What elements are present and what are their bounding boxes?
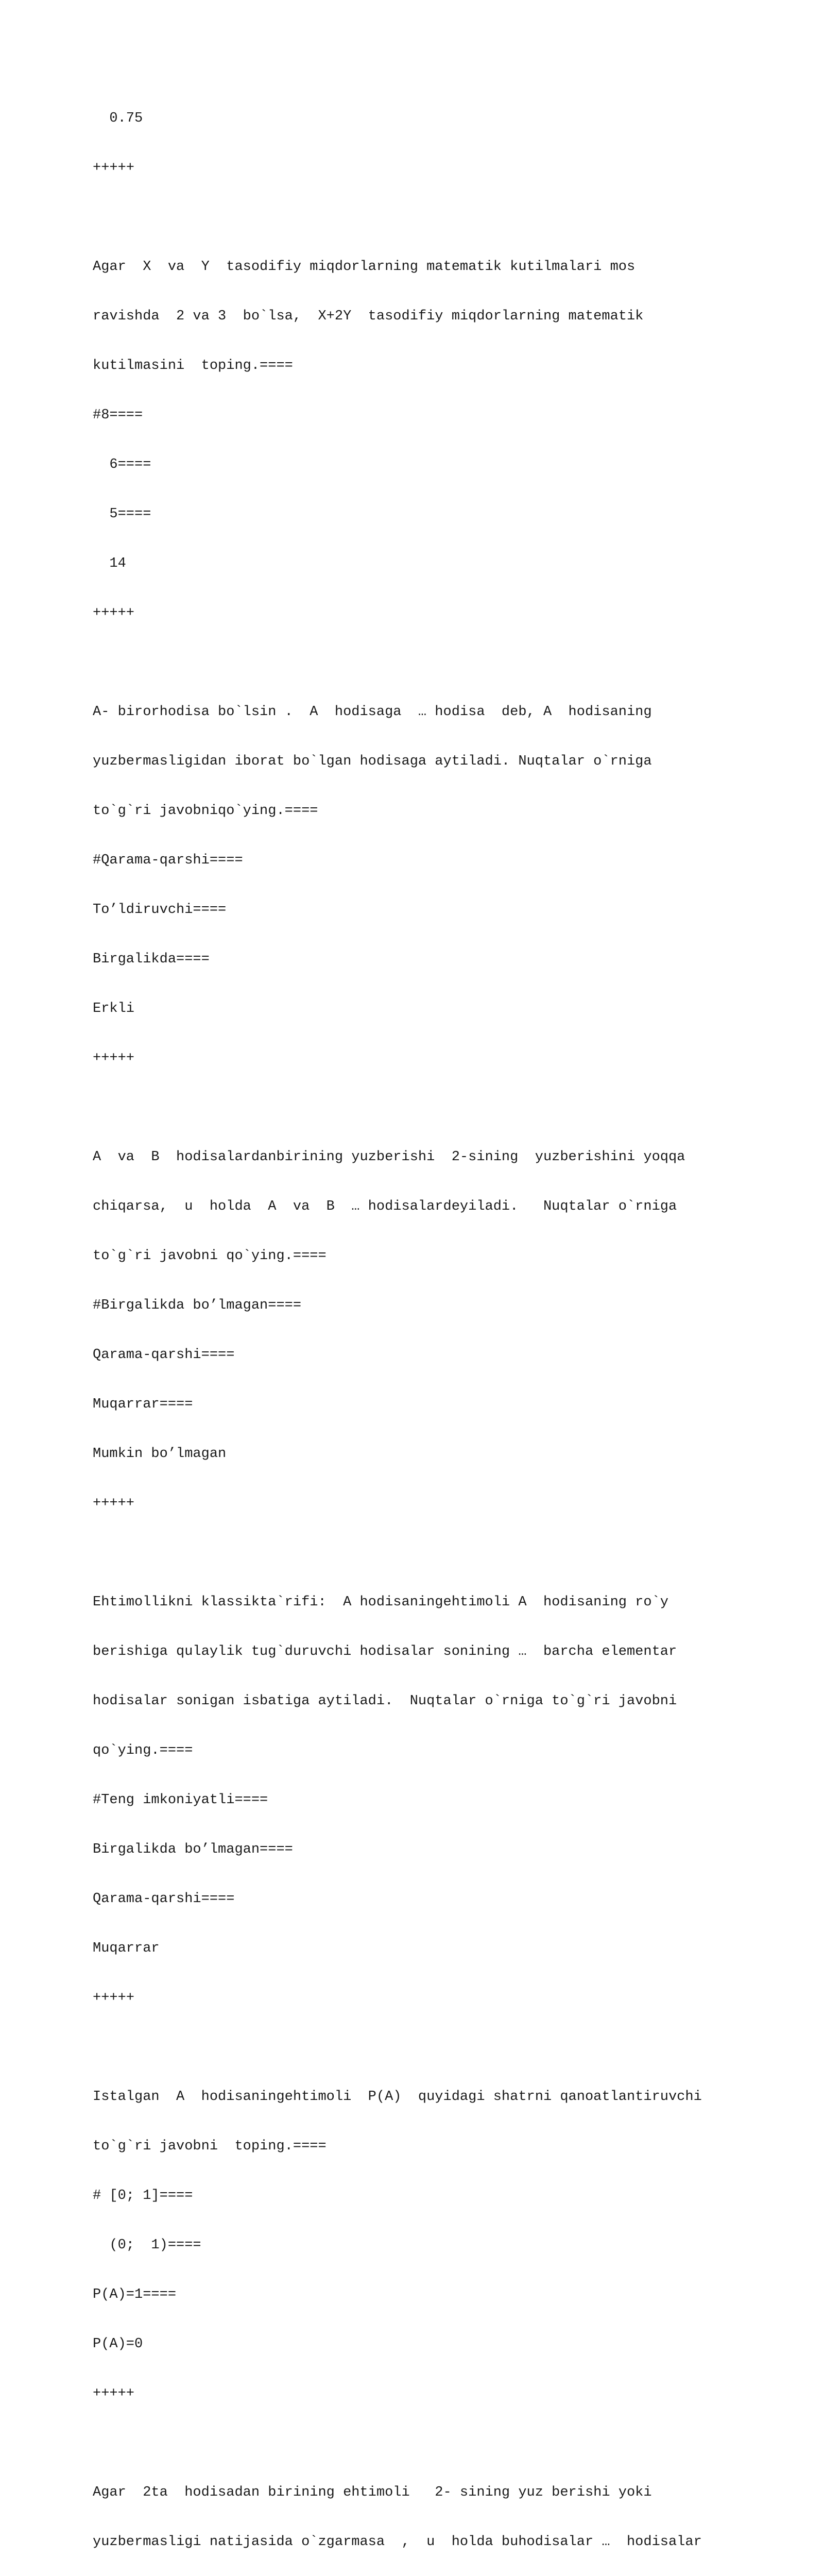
text-line: +++++: [93, 160, 135, 176]
text-line: 14: [93, 556, 126, 571]
text-line: to`g`ri javobniqo`ying.====: [93, 803, 318, 819]
text-line: to`g`ri javobni toping.====: [93, 2139, 327, 2154]
text-line: [93, 1099, 762, 1116]
text-line: chiqarsa, u holda A va B … hodisalardeyiladi. Nuqtalar o`rniga: [93, 1199, 677, 1214]
text-line: #Teng imkoniyatli====: [93, 1792, 268, 1808]
text-line: Erkli: [93, 1001, 135, 1016]
text-line: Istalgan A hodisaningehtimoli P(A) quyidagi shatrni qanoatlantiruvchi: [93, 2089, 702, 2105]
text-line: Muqarrar====: [93, 1397, 193, 1412]
text-line: [93, 1545, 762, 1561]
text-line: Birgalikda bo’lmagan====: [93, 1842, 293, 1857]
text-line: P(A)=0: [93, 2336, 143, 2352]
text-line: Ehtimollikni klassikta`rifi: A hodisaningehtimoli A hodisaning ro`y: [93, 1595, 668, 1610]
document-body: [93, 77, 762, 2576]
text-line: # [0; 1]====: [93, 2188, 193, 2204]
text-line: #Birgalikda bo’lmagan====: [93, 1298, 302, 1313]
text-line: P(A)=1====: [93, 2287, 177, 2302]
text-line: Birgalikda====: [93, 952, 210, 967]
text-line: Muqarrar: [93, 1941, 160, 1956]
text-line: [93, 654, 762, 671]
text-line: kutilmasini toping.====: [93, 358, 293, 374]
text-line: A va B hodisalardanbirining yuzberishi 2-sining yuzberishini yoqqa: [93, 1149, 685, 1165]
text-line: Agar X va Y tasodifiy miqdorlarning matematik kutilmalari mos: [93, 259, 636, 275]
text-line: qo`ying.====: [93, 1743, 193, 1758]
text-line: Agar 2ta hodisadan birining ehtimoli 2- sining yuz berishi yoki: [93, 2485, 652, 2500]
text-line: ravishda 2 va 3 bo`lsa, X+2Y tasodifiy miqdorlarning matematik: [93, 309, 644, 324]
text-line: yuzbermasligi natijasida o`zgarmasa , u holda buhodisalar … hodisalar: [93, 2534, 702, 2550]
text-line: berishiga qulaylik tug`duruvchi hodisalar sonining … barcha elementar: [93, 1644, 677, 1659]
text-line: hodisalar sonigan isbatiga aytiladi. Nuqtalar o`rniga to`g`ri javobni: [93, 1693, 677, 1709]
text-line: +++++: [93, 2386, 135, 2401]
text-line: [93, 2435, 762, 2451]
text-line: +++++: [93, 1050, 135, 1066]
text-line: 6====: [93, 457, 151, 472]
text-line: +++++: [93, 1990, 135, 2006]
text-line: yuzbermasligidan iborat bo`lgan hodisaga aytiladi. Nuqtalar o`rniga: [93, 754, 652, 769]
text-line: +++++: [93, 1496, 135, 1511]
text-line: #Qarama-qarshi====: [93, 853, 243, 868]
text-line: 0.75: [93, 111, 143, 126]
text-line: Qarama-qarshi====: [93, 1891, 235, 1907]
text-line: #8====: [93, 408, 143, 423]
text-line: [93, 2039, 762, 2056]
text-line: +++++: [93, 605, 135, 621]
text-line: Mumkin bo’lmagan: [93, 1446, 227, 1462]
text-line: 5====: [93, 506, 151, 522]
text-line: (0; 1)====: [93, 2238, 201, 2253]
text-line: to`g`ri javobni qo`ying.====: [93, 1248, 327, 1264]
text-line: Qarama-qarshi====: [93, 1347, 235, 1363]
text-line: A- birorhodisa bo`lsin . A hodisaga … hodisa deb, A hodisaning: [93, 704, 652, 720]
text-line: To’ldiruvchi====: [93, 902, 227, 918]
text-line: [93, 209, 762, 226]
